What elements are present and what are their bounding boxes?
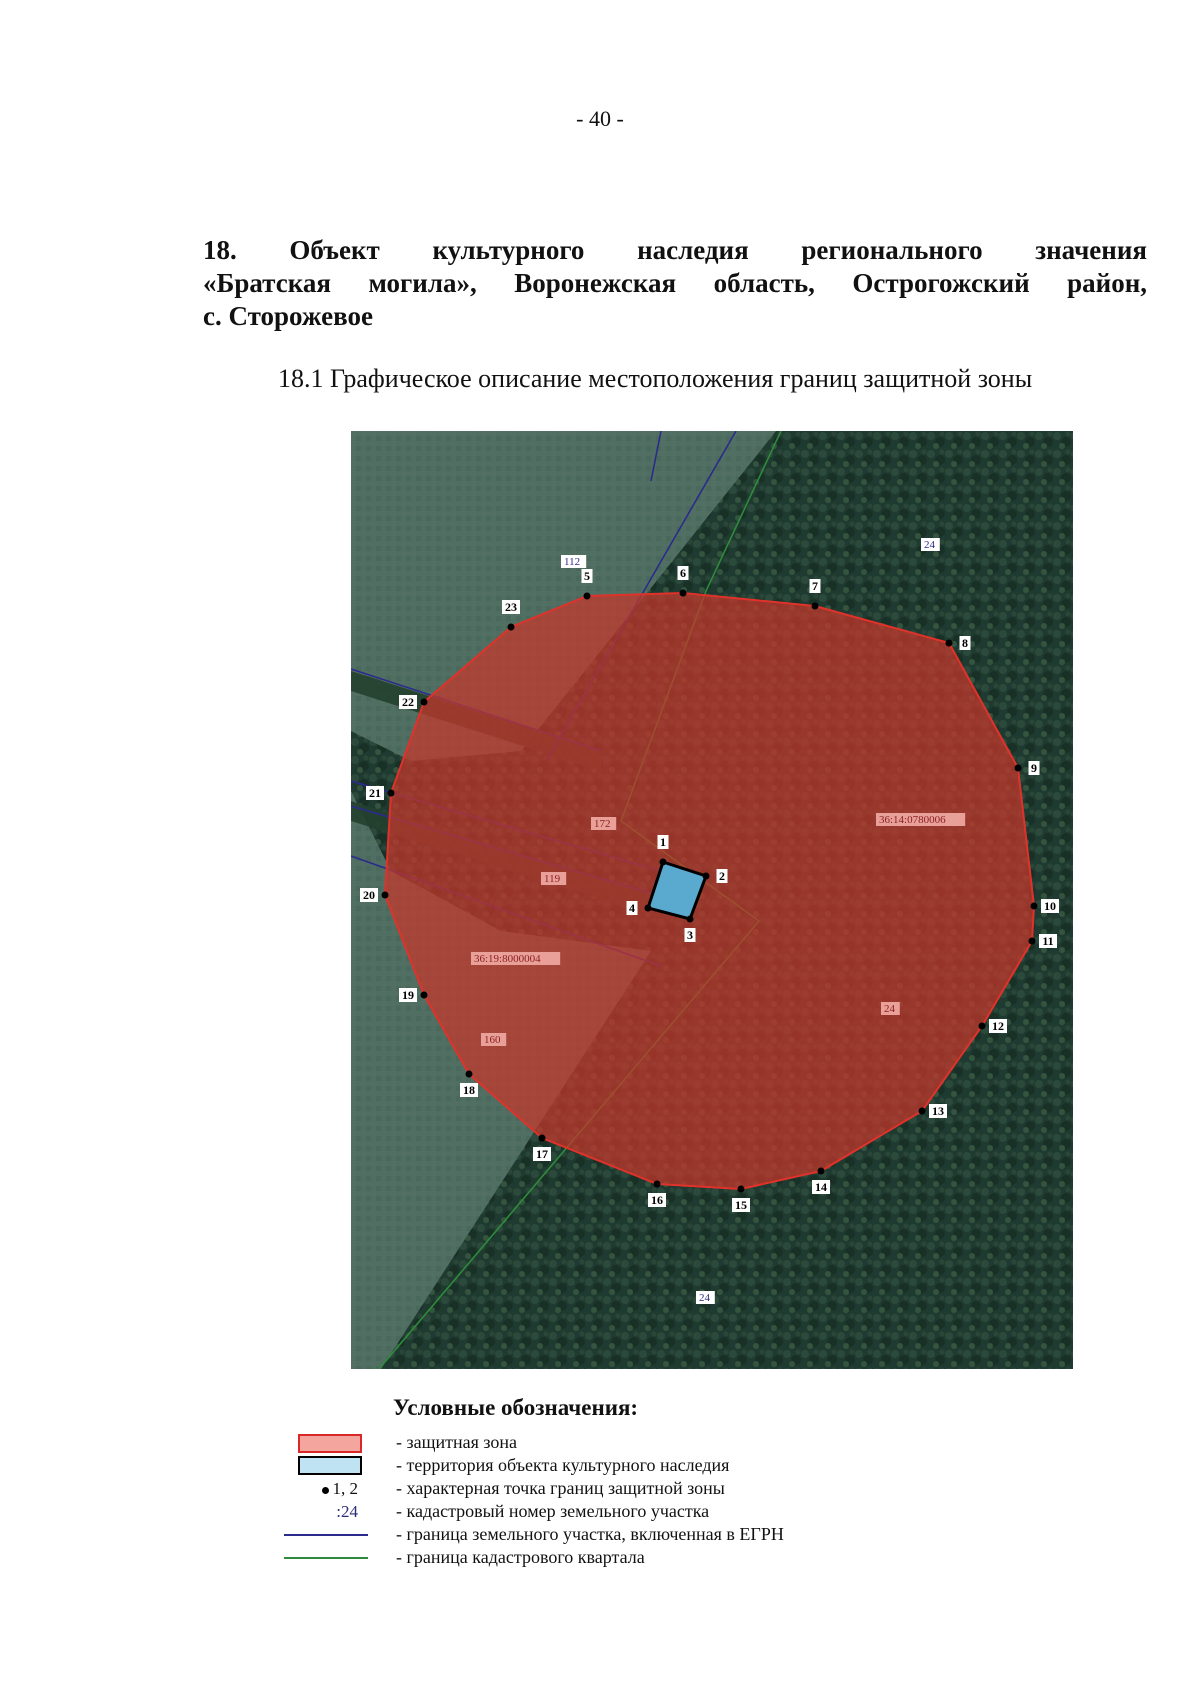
characteristic-point-dot bbox=[738, 1186, 745, 1193]
cadastral-label-c36_14: 36:14:0780006 bbox=[879, 814, 946, 826]
heading-line-3: с. Сторожевое bbox=[203, 301, 373, 331]
legend-row-protection-zone bbox=[268, 1431, 968, 1454]
legend-text: - территория объекта культурного наследия bbox=[396, 1455, 730, 1475]
point-label-4: 4 bbox=[629, 901, 635, 915]
point-label-17: 17 bbox=[536, 1147, 548, 1161]
characteristic-point-dot bbox=[382, 892, 389, 899]
cadastral-label-c36_19: 36:19:8000004 bbox=[474, 953, 541, 965]
section-heading bbox=[203, 234, 1147, 333]
legend-text: - кадастровый номер земельного участка bbox=[396, 1501, 710, 1521]
point-label-7: 7 bbox=[812, 579, 818, 593]
parcel-boundary-swatch bbox=[284, 1534, 368, 1536]
characteristic-point-symbol bbox=[322, 1477, 359, 1500]
characteristic-point-dot bbox=[466, 1071, 473, 1078]
heading-line-2: «Братская могила», Воронежская область, Острогожский район, bbox=[203, 268, 1147, 298]
cadastral-label-c172: 172 bbox=[594, 818, 611, 830]
cadastral-label-c160: 160 bbox=[484, 1034, 501, 1046]
cadastral-label-c24_bottom: 24 bbox=[699, 1292, 710, 1304]
characteristic-point-dot bbox=[388, 790, 395, 797]
characteristic-point-dot bbox=[660, 859, 667, 866]
point-label-23: 23 bbox=[505, 600, 517, 614]
point-symbol-text: 1, 2 bbox=[332, 1479, 358, 1498]
legend-row-parcel-boundary bbox=[268, 1523, 968, 1546]
characteristic-point-dot bbox=[687, 916, 694, 923]
legend-row-cadastral-number bbox=[268, 1500, 968, 1523]
cadastral-label-c24_top: 24 bbox=[924, 539, 935, 551]
point-label-20: 20 bbox=[363, 888, 375, 902]
legend-row-heritage-object bbox=[268, 1454, 968, 1477]
characteristic-point-dot bbox=[818, 1168, 825, 1175]
legend-row-characteristic-point bbox=[268, 1477, 968, 1500]
characteristic-point-dot bbox=[812, 603, 819, 610]
point-label-11: 11 bbox=[1042, 934, 1054, 948]
page-number: - 40 - bbox=[576, 106, 624, 131]
legend-text: - защитная зона bbox=[396, 1432, 517, 1452]
characteristic-point-dot bbox=[645, 905, 652, 912]
heading-line-1: 18. Объект культурного наследия регионального значения bbox=[203, 235, 1147, 265]
characteristic-point-dot bbox=[1015, 765, 1022, 772]
point-label-5: 5 bbox=[584, 569, 590, 583]
point-label-6: 6 bbox=[680, 566, 686, 580]
legend bbox=[268, 1431, 968, 1569]
point-label-2: 2 bbox=[719, 869, 725, 883]
legend-text: - граница кадастрового квартала bbox=[396, 1547, 645, 1567]
point-label-8: 8 bbox=[962, 636, 968, 650]
characteristic-point-dot bbox=[979, 1023, 986, 1030]
legend-title: Условные обозначения: bbox=[393, 1395, 639, 1420]
quarter-boundary-swatch bbox=[284, 1557, 368, 1559]
subsection-heading: 18.1 Графическое описание местоположения границ защитной зоны bbox=[278, 364, 1033, 393]
point-label-18: 18 bbox=[463, 1083, 475, 1097]
characteristic-point-dot bbox=[539, 1135, 546, 1142]
characteristic-point-dot bbox=[919, 1108, 926, 1115]
cadastral-number-symbol: :24 bbox=[336, 1502, 358, 1521]
point-dot-icon bbox=[322, 1487, 329, 1494]
characteristic-point-dot bbox=[703, 873, 710, 880]
cadastral-label-c24_mid: 24 bbox=[884, 1003, 895, 1015]
characteristic-point-dot bbox=[584, 593, 591, 600]
point-label-16: 16 bbox=[651, 1193, 663, 1207]
point-label-15: 15 bbox=[735, 1198, 747, 1212]
point-label-9: 9 bbox=[1031, 761, 1037, 775]
point-label-3: 3 bbox=[687, 928, 693, 942]
characteristic-point-dot bbox=[1031, 903, 1038, 910]
point-label-1: 1 bbox=[660, 835, 666, 849]
point-label-12: 12 bbox=[992, 1019, 1004, 1033]
characteristic-point-dot bbox=[508, 624, 515, 631]
heritage-object-swatch bbox=[298, 1456, 362, 1475]
legend-text: - характерная точка границ защитной зоны bbox=[396, 1478, 725, 1498]
protection-zone-map bbox=[351, 431, 1073, 1369]
legend-text: - граница земельного участка, включенная в ЕГРН bbox=[396, 1524, 784, 1544]
point-label-22: 22 bbox=[402, 695, 414, 709]
map-canvas bbox=[351, 431, 1073, 1369]
legend-row-quarter-boundary bbox=[268, 1546, 968, 1569]
protection-zone-swatch bbox=[298, 1434, 362, 1453]
characteristic-point-dot bbox=[1029, 938, 1036, 945]
cadastral-label-c119: 119 bbox=[544, 873, 561, 885]
point-label-10: 10 bbox=[1044, 899, 1056, 913]
cadastral-label-c112: 112 bbox=[564, 556, 581, 568]
characteristic-point-dot bbox=[421, 992, 428, 999]
characteristic-point-dot bbox=[654, 1181, 661, 1188]
characteristic-point-dot bbox=[421, 699, 428, 706]
point-label-14: 14 bbox=[815, 1180, 827, 1194]
point-label-13: 13 bbox=[932, 1104, 944, 1118]
characteristic-point-dot bbox=[946, 640, 953, 647]
point-label-21: 21 bbox=[369, 786, 381, 800]
characteristic-point-dot bbox=[680, 590, 687, 597]
point-label-19: 19 bbox=[402, 988, 414, 1002]
